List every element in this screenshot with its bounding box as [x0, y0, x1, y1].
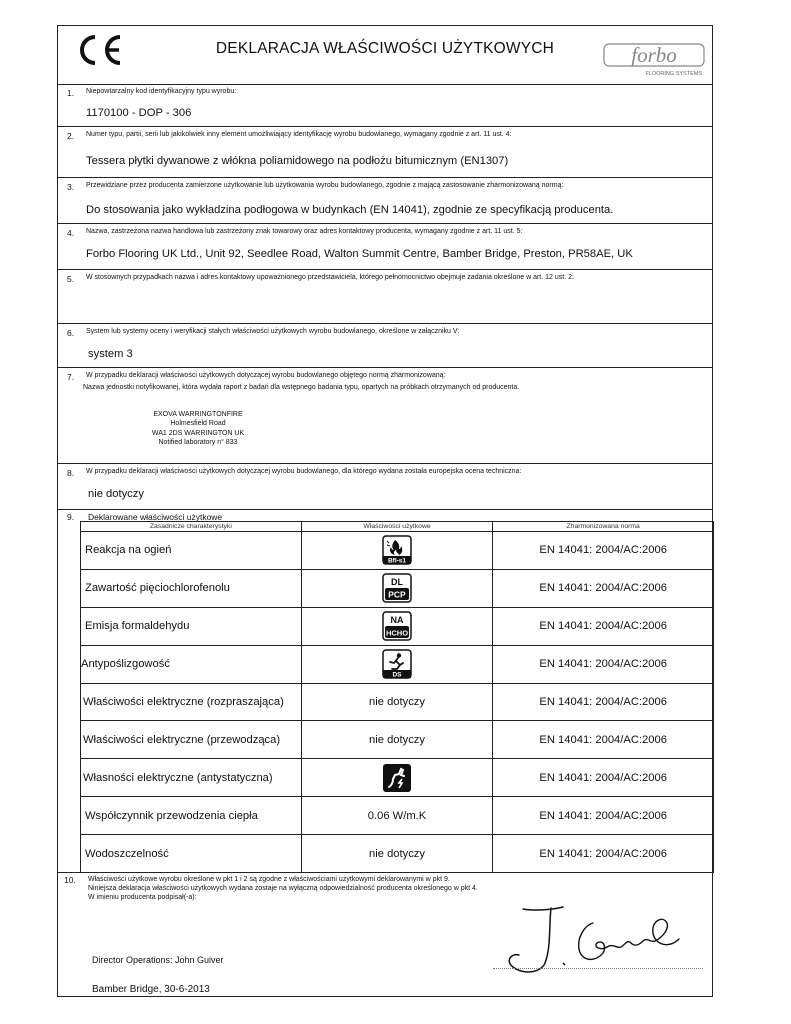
section-number: 7.	[67, 372, 75, 382]
place-and-date: Bamber Bridge, 30-6-2013	[92, 984, 210, 995]
svg-text:NA: NA	[390, 615, 404, 626]
section-10	[58, 873, 712, 997]
section-number: 9.	[67, 512, 75, 522]
manufacturer-address: Forbo Flooring UK Ltd., Unit 92, Seedlee Road, Walton Summit Centre, Bamber Bridge, Preston, PR58AE, UK	[86, 248, 633, 260]
section-label: Nazwa, zastrzeżona nazwa handlowa lub zastrzeżony znak towarowy oraz adres kontaktowy producenta, wymagany zgodnie z art. 11 ust. 5:	[86, 228, 523, 235]
svg-text:HCHO: HCHO	[385, 628, 409, 638]
section-number: 8.	[67, 468, 75, 478]
characteristic-cell: Współczynnik przewodzenia ciepła	[81, 797, 302, 835]
declaration-frame	[57, 25, 713, 997]
svg-text:FLOORING SYSTEMS: FLOORING SYSTEMS	[645, 71, 702, 77]
section-label: Numer typu, partii, serii lub jakikolwiek inny element umożliwiający identyfikację wyrobu budowlanego, wymagany zgodnie z art. 11 ust. 4:	[86, 131, 512, 138]
characteristic-cell: Wodoszczelność	[81, 835, 302, 873]
norm-cell: EN 14041: 2004/AC:2006	[493, 683, 714, 721]
table-row	[81, 759, 714, 797]
section-label: Przewidziane przez producenta zamierzone użytkowanie lub użytkowania wyrobu budowlanego, zgodnie z mającą zastosowanie zharmonizowaną normą:	[86, 182, 564, 189]
section-3	[58, 178, 712, 224]
characteristic-cell: Reakcja na ogień	[81, 532, 302, 570]
signer-name: Director Operations: John Guiver	[92, 955, 224, 965]
performance-table	[80, 521, 714, 873]
svg-text:DL: DL	[391, 577, 404, 588]
formaldehyde-icon	[382, 611, 412, 641]
performance-cell	[301, 532, 493, 570]
table-row	[81, 532, 714, 570]
signature-line	[493, 968, 703, 969]
section-number: 3.	[67, 182, 75, 192]
section-5	[58, 270, 712, 324]
product-code: 1170100 - DOP - 306	[86, 107, 192, 119]
section-2	[58, 127, 712, 178]
table-row	[81, 645, 714, 683]
technical-assessment: nie dotyczy	[88, 488, 144, 500]
table-row	[81, 797, 714, 835]
column-header: Zasadnicze charakterystyki	[81, 522, 302, 532]
svg-text:Bfl-s1: Bfl-s1	[387, 557, 407, 565]
fire-reaction-icon	[382, 535, 412, 565]
table-row	[81, 683, 714, 721]
performance-cell: nie dotyczy	[301, 835, 493, 873]
characteristic-cell: Właściwości elektryczne (przewodząca)	[81, 721, 302, 759]
section-number: 10.	[64, 875, 76, 885]
section-8	[58, 464, 712, 510]
section-number: 1.	[67, 88, 75, 98]
section-label: W stosownych przypadkach nazwa i adres kontaktowy upoważnionego przedstawiciela, którego pełnomocnictwo obejmuje zadania określone w art. 12 ust. 2:	[86, 274, 574, 281]
section-number: 6.	[67, 328, 75, 338]
antistatic-icon	[382, 763, 412, 793]
svg-text:forbo: forbo	[631, 43, 677, 67]
section-9	[58, 510, 712, 873]
section-1	[58, 84, 712, 127]
section-label: Deklarowane właściwości użytkowe	[88, 512, 223, 522]
norm-cell: EN 14041: 2004/AC:2006	[493, 721, 714, 759]
intended-use: Do stosowania jako wykładzina podłogowa w budynkach (EN 14041), zgodnie ze specyfikacją producenta.	[86, 204, 614, 216]
performance-cell: nie dotyczy	[301, 683, 493, 721]
norm-cell: EN 14041: 2004/AC:2006	[493, 835, 714, 873]
table-row	[81, 607, 714, 645]
handwritten-signature	[493, 903, 698, 981]
column-header: Zharmonizowana norma	[493, 522, 714, 532]
norm-cell: EN 14041: 2004/AC:2006	[493, 797, 714, 835]
section-number: 4.	[67, 228, 75, 238]
section-6	[58, 324, 712, 368]
performance-cell: nie dotyczy	[301, 721, 493, 759]
section-number: 2.	[67, 131, 75, 141]
forbo-logo	[602, 38, 706, 78]
norm-cell: EN 14041: 2004/AC:2006	[493, 569, 714, 607]
characteristic-cell: Zawartość pięciochlorofenolu	[81, 569, 302, 607]
performance-cell	[301, 607, 493, 645]
svg-text:DS: DS	[392, 671, 402, 679]
characteristic-cell: Właściwości elektryczne (rozpraszająca)	[81, 683, 302, 721]
responsibility-statement: Niniejsza deklaracja właściwości użytkowych wydana zostaje na wyłączną odpowiedzialność producenta określonego w pkt 4.	[88, 885, 478, 892]
section-4	[58, 224, 712, 270]
performance-cell	[301, 645, 493, 683]
norm-cell: EN 14041: 2004/AC:2006	[493, 645, 714, 683]
column-header: Właściwości użytkowe	[301, 522, 493, 532]
conformity-statement: Właściwości użytkowe wyrobu określone w pkt 1 i 2 są zgodne z właściwościami użytkowymi deklarowanymi w pkt 9.	[88, 876, 450, 883]
signed-on-behalf: W imieniu producenta podpisał(-a):	[88, 894, 197, 901]
characteristic-cell: Własności elektryczne (antystatyczna)	[81, 759, 302, 797]
performance-cell	[301, 569, 493, 607]
norm-cell: EN 14041: 2004/AC:2006	[493, 759, 714, 797]
characteristic-cell: Emisja formaldehydu	[81, 607, 302, 645]
norm-cell: EN 14041: 2004/AC:2006	[493, 532, 714, 570]
document-header	[58, 26, 712, 85]
pcp-content-icon	[382, 573, 412, 603]
section-label: W przypadku deklaracji właściwości użytkowych dotyczącej wyrobu budowlanego objętego normą zharmonizowaną:	[86, 372, 446, 379]
norm-cell: EN 14041: 2004/AC:2006	[493, 607, 714, 645]
section-number: 5.	[67, 274, 75, 284]
characteristic-cell: Antypoślizgowość	[81, 645, 302, 683]
assessment-system: system 3	[88, 348, 133, 360]
product-type: Tessera płytki dywanowe z włókna poliamidowego na podłożu bitumicznym (EN1307)	[86, 155, 509, 167]
performance-cell: 0.06 W/m.K	[301, 797, 493, 835]
performance-cell	[301, 759, 493, 797]
section-label: Niepowtarzalny kod identyfikacyjny typu wyrobu:	[86, 88, 237, 95]
section-label: System lub systemy oceny i weryfikacji stałych właściwości użytkowych wyrobu budowlanego, określone w załączniku V:	[86, 328, 460, 335]
section-7	[58, 368, 712, 464]
svg-text:PCP: PCP	[388, 589, 406, 600]
section-label: W przypadku deklaracji właściwości użytkowych dotyczącej wyrobu budowlanego, dla którego wydana została europejska ocena techniczna:	[86, 468, 522, 475]
notified-lab-address: EXOVA WARRINGTONFIRE Holmesfield Road WA1 2DS WARRINGTON UK Notified laboratory n° 833	[151, 411, 245, 446]
table-row	[81, 569, 714, 607]
table-row	[81, 835, 714, 873]
slip-resistance-icon	[382, 649, 412, 679]
table-row	[81, 721, 714, 759]
notified-body-note: Nazwa jednostki notyfikowanej, która wydała raport z badań dla wstępnego badania typu, opartych na próbkach otrzymanych od producenta.	[83, 384, 520, 391]
table-header-row	[81, 522, 714, 532]
document-title: DEKLARACJA WŁAŚCIWOŚCI UŻYTKOWYCH	[215, 40, 555, 57]
